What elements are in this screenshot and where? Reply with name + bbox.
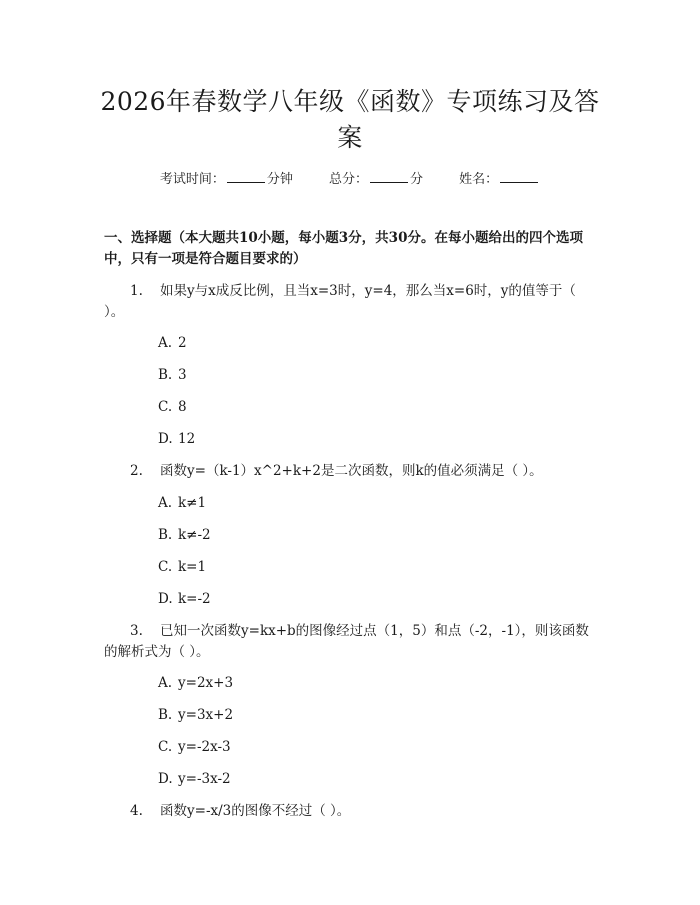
option-text: k≠-2 [178, 527, 211, 543]
option-2d[interactable] [158, 589, 211, 609]
option-letter: D. [158, 591, 173, 607]
exam-time-field [160, 168, 293, 190]
option-text: k≠1 [178, 495, 207, 511]
question-number: 4. [130, 803, 143, 819]
option-text: 8 [178, 399, 187, 415]
option-3b[interactable] [158, 705, 233, 725]
option-text: 2 [178, 335, 187, 351]
option-2a[interactable] [158, 493, 206, 513]
exam-time-unit: 分钟 [266, 172, 293, 187]
option-text: 3 [178, 367, 187, 383]
option-letter: C. [158, 739, 173, 755]
option-3a[interactable] [158, 673, 233, 693]
question-text: 如果y与x成反比例，且当x=3时，y=4，那么当x=6时，y的值等于（ ）。 [104, 283, 576, 320]
option-letter: C. [158, 399, 173, 415]
total-score-label: 总分： [328, 172, 368, 187]
exam-info-line [0, 168, 700, 190]
student-name-label: 姓名： [459, 172, 499, 187]
option-letter: A. [158, 495, 173, 511]
question-number: 1. [130, 283, 143, 299]
option-letter: D. [158, 431, 173, 447]
option-3d[interactable] [158, 769, 231, 789]
option-text: y=2x+3 [178, 675, 234, 691]
option-letter: B. [158, 367, 173, 383]
option-text: k=-2 [178, 591, 211, 607]
option-letter: D. [158, 771, 173, 787]
option-text: y=-2x-3 [178, 739, 231, 755]
total-score-blank[interactable] [370, 168, 408, 183]
option-letter: A. [158, 675, 173, 691]
option-text: y=-3x-2 [178, 771, 231, 787]
option-1a[interactable] [158, 333, 187, 353]
option-3c[interactable] [158, 737, 231, 757]
option-1c[interactable] [158, 397, 187, 417]
question-3 [104, 621, 600, 663]
exam-time-blank[interactable] [227, 168, 265, 183]
option-2c[interactable] [158, 557, 206, 577]
option-letter: A. [158, 335, 173, 351]
option-text: 12 [178, 431, 196, 447]
option-letter: C. [158, 559, 173, 575]
option-letter: B. [158, 527, 173, 543]
option-1b[interactable] [158, 365, 187, 385]
option-letter: B. [158, 707, 173, 723]
question-1 [104, 281, 600, 323]
question-2 [104, 461, 600, 482]
section-heading: 一、选择题（本大题共10小题，每小题3分，共30分。在每小题给出的四个选项中，只有一项是符合题目要求的） [104, 230, 583, 267]
option-text: k=1 [178, 559, 207, 575]
option-2b[interactable] [158, 525, 211, 545]
option-1d[interactable] [158, 429, 195, 449]
exam-time-label: 考试时间： [159, 172, 225, 187]
total-score-unit: 分 [410, 172, 424, 187]
question-text: 函数y=-x/3的图像不经过（ ）。 [160, 803, 351, 819]
question-number: 3. [130, 623, 143, 639]
question-text: 函数y=（k-1）x^2+k+2是二次函数，则k的值必须满足（ ）。 [160, 463, 543, 479]
student-name-blank[interactable] [500, 168, 538, 183]
question-4 [104, 801, 600, 822]
question-text: 已知一次函数y=kx+b的图像经过点（1，5）和点（-2，-1），则该函数的解析式为（ ）。 [104, 623, 589, 660]
total-score-field [329, 168, 423, 190]
page-title: 2026年春数学八年级《函数》专项练习及答案 [100, 87, 600, 152]
student-name-field [459, 168, 540, 190]
option-text: y=3x+2 [178, 707, 234, 723]
question-number: 2. [130, 463, 143, 479]
